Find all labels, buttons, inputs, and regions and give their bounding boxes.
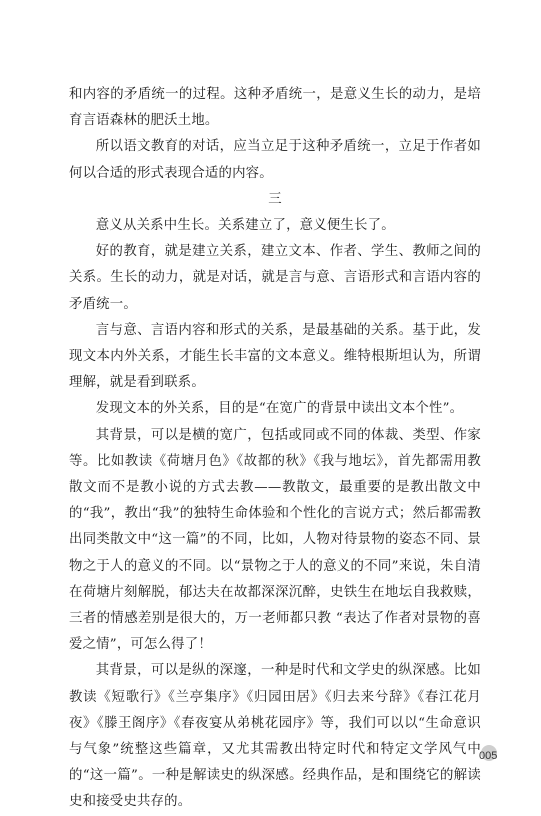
page-number: 005 bbox=[479, 750, 498, 762]
paragraph: 其背景，可以是纵的深邃，一种是时代和文学史的纵深感。比如教读《短歌行》《兰亭集序》《归园田居》《归去来兮辞》《春江花月夜》《滕王阁序》《春夜宴从弟桃花园序》等，我们可以以“生命意识与气象”统整这些篇章，又尤其需教出特定时代和特定文学风气中的“这一篇”。一种是解读史的纵深感。经典作品，是和围绕它的解读史和接受史共存的。 bbox=[69, 663, 481, 810]
paragraph: 言与意、言语内容和形式的关系，是最基础的关系。基于此，发现文本内外关系，才能生长丰富的文本意义。维特根斯坦认为，所谓理解，就是看到联系。 bbox=[69, 322, 481, 391]
page-body bbox=[69, 82, 481, 816]
paragraph: 其背景，可以是横的宽广，包括或同或不同的体裁、类型、作家等。比如教读《荷塘月色》《故都的秋》《我与地坛》，首先都需用教散文而不是教小说的方式去教——教散文，最重要的是教出散文中的“我”，教出“我”的独特生命体验和个性化的言说方式；然后都需教出同类散文中“这一篇”的不同，比如，人物对待景物的姿态不同、景物之于人的意义的不同。以“景物之于人的意义的不同”来说，朱自清在荷塘片刻解脱，郁达夫在故都深深沉醉，史铁生在地坛自我救赎，三者的情感差别是很大的，万一老师都只教 “表达了作者对景物的喜爱之情”，可怎么得了！ bbox=[69, 427, 481, 653]
paragraph: 好的教育，就是建立关系，建立文本、作者、学生、教师之间的关系。生长的动力，就是对话，就是言与意、言语形式和言语内容的矛盾统一。 bbox=[69, 244, 481, 312]
section-heading: 三 bbox=[268, 191, 282, 207]
paragraph: 和内容的矛盾统一的过程。这种矛盾统一，是意义生长的动力，是培育言语森林的肥沃土地。 bbox=[69, 87, 481, 129]
paragraph: 发现文本的外关系，目的是“在宽广的背景中读出文本个性”。 bbox=[95, 401, 464, 417]
paragraph: 所以语文教育的对话，应当立足于这种矛盾统一，立足于作者如何以合适的形式表现合适的内容。 bbox=[69, 139, 481, 181]
paragraph: 意义从关系中生长。关系建立了，意义便生长了。 bbox=[95, 218, 395, 234]
